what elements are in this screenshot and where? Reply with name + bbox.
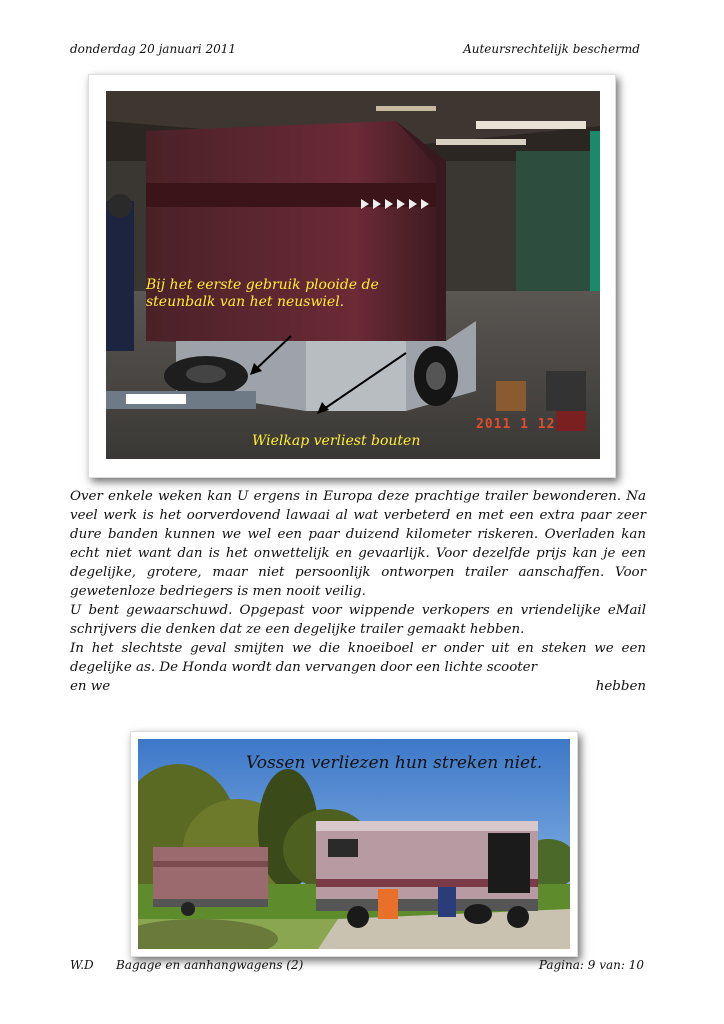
last-line-left: en we — [70, 679, 111, 694]
footer-title: Bagage en aanhangwagens (2) — [116, 958, 304, 972]
paragraph-last-line — [70, 677, 646, 696]
paragraph-2: U bent gewaarschuwd. Opgepast voor wippende verkopers en vriendelijke eMail schrijvers die denken dat ze een degelijke trailer gemaakt hebben. — [70, 603, 646, 637]
article-body — [70, 487, 646, 696]
camper-photo — [138, 739, 570, 949]
footer-page-number: Pagina: 9 van: 10 — [538, 958, 644, 972]
photo1-caption-line1: Bij het eerste gebruik plooide de — [146, 277, 379, 293]
photo-date-stamp: 2011 1 12 — [476, 417, 556, 432]
photo1-caption-bottom: Wielkap verliest bouten — [252, 433, 421, 449]
last-line-right: hebben — [595, 679, 646, 694]
photo2-caption: Vossen verliezen hun streken niet. — [246, 753, 543, 773]
header-copyright: Auteursrechtelijk beschermd — [463, 42, 640, 56]
paragraph-3: In het slechtste geval smijten we die knoeiboel er onder uit en steken we een degelijke as. De Honda wordt dan vervangen door een lichte scooter — [70, 641, 646, 675]
trailer-workshop-photo — [106, 91, 600, 459]
photo-frame-trailer — [88, 74, 616, 478]
trailer-workshop-illustration — [106, 91, 600, 459]
photo-frame-camper — [130, 731, 578, 957]
footer-author: W.D — [70, 958, 94, 972]
photo1-caption-top — [146, 277, 379, 311]
photo1-caption-line2: steunbalk van het neuswiel. — [146, 294, 345, 310]
paragraph-1: Over enkele weken kan U ergens in Europa deze prachtige trailer bewonderen. Na veel werk is het oorverdovend lawaai al wat verbeterd en met een extra paar zeer dure banden kunnen we wel een paar duizend kilometer riskeren. Overladen kan echt niet want dan is het onwettelijk en gevaarlijk. Voor dezelfde prijs kan je een degelijke, grotere, maar niet persoonlijk ontworpen trailer aanschaffen. Voor gewetenloze bedriegers is men nooit veilig. — [70, 489, 646, 599]
header-date: donderdag 20 januari 2011 — [70, 42, 236, 56]
